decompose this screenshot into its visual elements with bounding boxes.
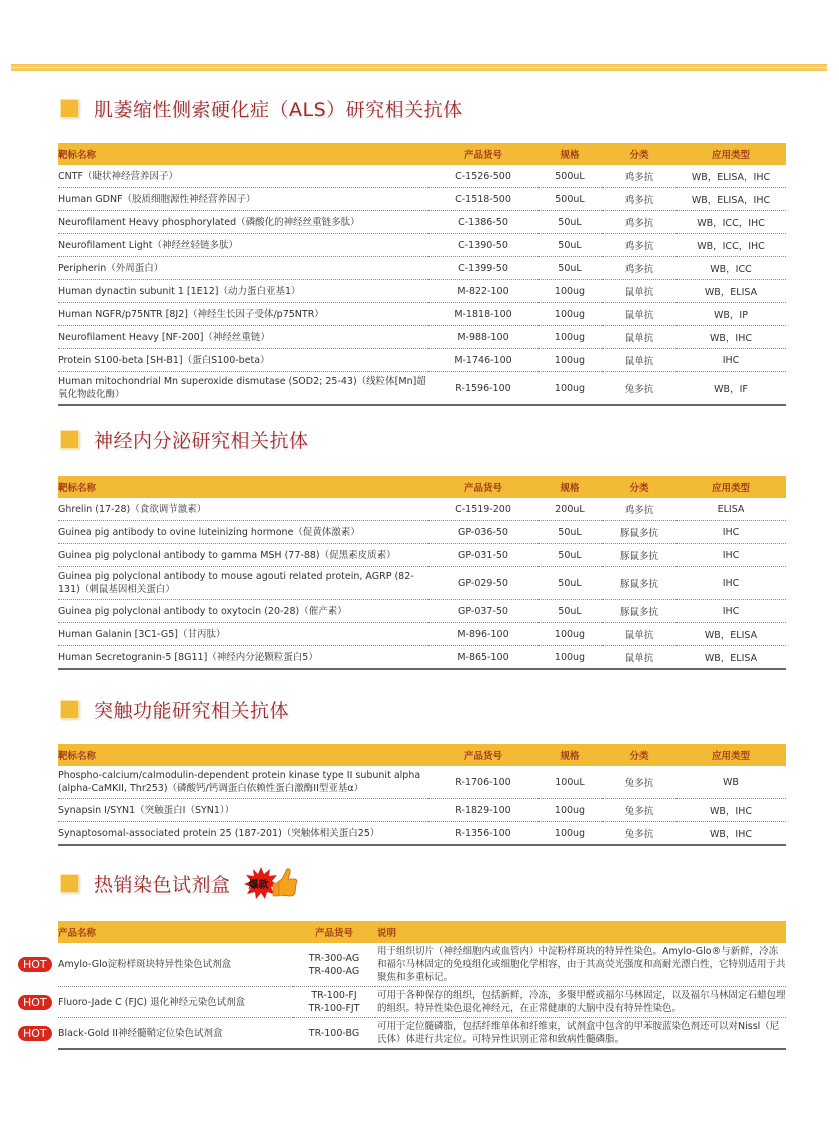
catalog-number-cell: R-1596-100 bbox=[428, 372, 538, 406]
target-name-cell: Ghrelin (17-28)（食欲调节激素） bbox=[58, 498, 428, 521]
synapse-antibody-table bbox=[58, 744, 786, 846]
application-cell: WB，IHC bbox=[676, 799, 786, 822]
target-name-cell: Neurofilament Light（神经丝轻链多肽） bbox=[58, 234, 428, 257]
application-cell: IHC bbox=[676, 349, 786, 372]
table-row bbox=[58, 211, 786, 234]
size-cell: 50uL bbox=[538, 521, 602, 544]
target-name-cell: Neurofilament Heavy phosphorylated（磷酸化的神经丝重链多肽） bbox=[58, 211, 428, 234]
catalog-number-cell: R-1356-100 bbox=[428, 822, 538, 846]
table-row bbox=[58, 303, 786, 326]
kit-code-cell: TR-100-BG bbox=[293, 1018, 375, 1050]
size-cell: 100ug bbox=[538, 646, 602, 670]
category-cell: 兔多抗 bbox=[602, 372, 676, 406]
category-cell: 鼠单抗 bbox=[602, 349, 676, 372]
size-cell: 100ug bbox=[538, 349, 602, 372]
section-als-title: 肌萎缩性侧索硬化症（ALS）研究相关抗体 bbox=[60, 93, 463, 123]
neuroendocrine-antibody-table bbox=[58, 476, 786, 670]
table-row bbox=[58, 188, 786, 211]
category-cell: 鸡多抗 bbox=[602, 188, 676, 211]
square-bullet-icon bbox=[60, 874, 79, 893]
catalog-number-cell: C-1526-500 bbox=[428, 165, 538, 188]
category-cell: 豚鼠多抗 bbox=[602, 600, 676, 623]
catalog-number-cell: C-1518-500 bbox=[428, 188, 538, 211]
table-row bbox=[58, 822, 786, 846]
size-cell: 100ug bbox=[538, 326, 602, 349]
catalog-number-cell: R-1706-100 bbox=[428, 766, 538, 799]
catalog-number-cell: R-1829-100 bbox=[428, 799, 538, 822]
catalog-number-cell: M-988-100 bbox=[428, 326, 538, 349]
table-header: 产品名称 产品货号 说明 bbox=[58, 921, 786, 943]
table-row bbox=[58, 349, 786, 372]
catalog-number-cell: C-1399-50 bbox=[428, 257, 538, 280]
catalog-number-cell: M-896-100 bbox=[428, 623, 538, 646]
category-cell: 鸡多抗 bbox=[602, 211, 676, 234]
square-bullet-icon bbox=[60, 430, 79, 449]
target-name-cell: Human GDNF（胶质细胞源性神经营养因子） bbox=[58, 188, 428, 211]
application-cell: WB，ICC bbox=[676, 257, 786, 280]
size-cell: 50uL bbox=[538, 600, 602, 623]
table-header: 靶标名称 产品货号 规格 分类 应用类型 bbox=[58, 744, 786, 766]
table-row bbox=[58, 165, 786, 188]
target-name-cell: Human Secretogranin-5 [8G11]（神经内分泌颗粒蛋白5） bbox=[58, 646, 428, 670]
target-name-cell: Human mitochondrial Mn superoxide dismutase (SOD2; 25-43)（线粒体[Mn]超氧化物歧化酶） bbox=[58, 372, 428, 406]
application-cell: IHC bbox=[676, 544, 786, 567]
application-cell: WB，ELISA bbox=[676, 280, 786, 303]
table-row bbox=[58, 943, 786, 987]
hot-badge: HOT bbox=[18, 957, 52, 972]
application-cell: IHC bbox=[676, 521, 786, 544]
hot-badge: HOT bbox=[18, 1026, 52, 1041]
catalog-number-cell: C-1390-50 bbox=[428, 234, 538, 257]
size-cell: 50uL bbox=[538, 567, 602, 600]
square-bullet-icon bbox=[60, 700, 79, 719]
size-cell: 50uL bbox=[538, 211, 602, 234]
target-name-cell: Guinea pig antibody to ovine luteinizing hormone（促黄体激素） bbox=[58, 521, 428, 544]
target-name-cell: Protein S100-beta [SH-B1]（蛋白S100-beta） bbox=[58, 349, 428, 372]
bestseller-badge-icon: 爆款 bbox=[243, 865, 299, 901]
top-divider-bar bbox=[11, 64, 827, 71]
target-name-cell: Synapsin I/SYN1（突触蛋白I（SYN1）） bbox=[58, 799, 428, 822]
category-cell: 鼠单抗 bbox=[602, 303, 676, 326]
size-cell: 50uL bbox=[538, 544, 602, 567]
size-cell: 500uL bbox=[538, 188, 602, 211]
application-cell: IHC bbox=[676, 567, 786, 600]
table-row bbox=[58, 1018, 786, 1050]
application-cell: WB，IHC bbox=[676, 326, 786, 349]
catalog-number-cell: C-1519-200 bbox=[428, 498, 538, 521]
target-name-cell: Guinea pig polyclonal antibody to oxytocin (20-28)（催产素） bbox=[58, 600, 428, 623]
catalog-number-cell: M-1818-100 bbox=[428, 303, 538, 326]
target-name-cell: Human NGFR/p75NTR [8J2]（神经生长因子受体/p75NTR） bbox=[58, 303, 428, 326]
size-cell: 100ug bbox=[538, 280, 602, 303]
size-cell: 100ug bbox=[538, 822, 602, 846]
application-cell: WB，ICC，IHC bbox=[676, 211, 786, 234]
application-cell: WB bbox=[676, 766, 786, 799]
target-name-cell: CNTF（睫状神经营养因子） bbox=[58, 165, 428, 188]
table-row bbox=[58, 326, 786, 349]
application-cell: WB，IHC bbox=[676, 822, 786, 846]
square-bullet-icon bbox=[60, 99, 79, 118]
table-row bbox=[58, 799, 786, 822]
application-cell: IHC bbox=[676, 600, 786, 623]
table-row bbox=[58, 766, 786, 799]
catalog-number-cell: M-1746-100 bbox=[428, 349, 538, 372]
target-name-cell: Human Galanin [3C1-G5]（甘丙肽） bbox=[58, 623, 428, 646]
section-synapse-title: 突触功能研究相关抗体 bbox=[60, 694, 289, 724]
size-cell: 50uL bbox=[538, 234, 602, 257]
table-row bbox=[58, 987, 786, 1018]
application-cell: WB，IF bbox=[676, 372, 786, 406]
staining-kit-table bbox=[23, 921, 786, 1050]
catalog-number-cell: GP-036-50 bbox=[428, 521, 538, 544]
table-row bbox=[58, 498, 786, 521]
table-row bbox=[58, 544, 786, 567]
category-cell: 鼠单抗 bbox=[602, 623, 676, 646]
target-name-cell: Human dynactin subunit 1 [1E12]（动力蛋白亚基1） bbox=[58, 280, 428, 303]
table-row bbox=[58, 234, 786, 257]
category-cell: 鸡多抗 bbox=[602, 257, 676, 280]
category-cell: 豚鼠多抗 bbox=[602, 567, 676, 600]
category-cell: 鸡多抗 bbox=[602, 498, 676, 521]
application-cell: WB，ELISA，IHC bbox=[676, 188, 786, 211]
table-row bbox=[58, 257, 786, 280]
category-cell: 鸡多抗 bbox=[602, 234, 676, 257]
table-row bbox=[58, 372, 786, 406]
section-neuroendocrine-title: 神经内分泌研究相关抗体 bbox=[60, 424, 309, 454]
table-row bbox=[58, 521, 786, 544]
catalog-number-cell: GP-037-50 bbox=[428, 600, 538, 623]
table-row bbox=[58, 567, 786, 600]
category-cell: 兔多抗 bbox=[602, 799, 676, 822]
kit-description-cell: 可用于各种保存的组织，包括新鲜，冷冻，多聚甲醛或福尔马林固定，以及福尔马林固定石蜡包埋的组织。特异性染色退化神经元，在正常健康的大脑中没有特异性染色。 bbox=[375, 987, 786, 1018]
kit-name-cell: HOT Amylo-Glo淀粉样斑块特异性染色试剂盒 bbox=[58, 943, 293, 987]
kit-code-cell: TR-300-AG TR-400-AG bbox=[293, 943, 375, 987]
size-cell: 500uL bbox=[538, 165, 602, 188]
table-header: 靶标名称 产品货号 规格 分类 应用类型 bbox=[58, 476, 786, 498]
target-name-cell: Synaptosomal-associated protein 25 (187-201)（突触体相关蛋白25） bbox=[58, 822, 428, 846]
target-name-cell: Phospho-calcium/calmodulin-dependent protein kinase type II subunit alpha (alpha-CaMKII, Thr253)（磷酸钙/钙调蛋白依赖性蛋白激酶II型亚基α） bbox=[58, 766, 428, 799]
hot-badge: HOT bbox=[18, 995, 52, 1010]
size-cell: 50uL bbox=[538, 257, 602, 280]
application-cell: WB，ICC，IHC bbox=[676, 234, 786, 257]
target-name-cell: Neurofilament Heavy [NF-200]（神经丝重链） bbox=[58, 326, 428, 349]
kit-name-cell: HOT Black-Gold II神经髓鞘定位染色试剂盒 bbox=[58, 1018, 293, 1050]
table-row bbox=[58, 280, 786, 303]
application-cell: WB，ELISA bbox=[676, 646, 786, 670]
category-cell: 鼠单抗 bbox=[602, 280, 676, 303]
application-cell: WB，IP bbox=[676, 303, 786, 326]
size-cell: 200uL bbox=[538, 498, 602, 521]
application-cell: WB，ELISA，IHC bbox=[676, 165, 786, 188]
size-cell: 100ug bbox=[538, 303, 602, 326]
kit-name-cell: HOT Fluoro-Jade C (FJC) 退化神经元染色试剂盒 bbox=[58, 987, 293, 1018]
catalog-number-cell: M-865-100 bbox=[428, 646, 538, 670]
kit-description-cell: 可用于定位髓磷脂，包括纤维单体和纤维束，试剂盒中包含的甲苯胺蓝染色剂还可以对Nissl（尼氏体）体进行共定位。可特异性识别正常和致病性髓磷脂。 bbox=[375, 1018, 786, 1050]
table-row bbox=[58, 623, 786, 646]
target-name-cell: Peripherin（外周蛋白） bbox=[58, 257, 428, 280]
catalog-number-cell: GP-031-50 bbox=[428, 544, 538, 567]
catalog-number-cell: C-1386-50 bbox=[428, 211, 538, 234]
category-cell: 兔多抗 bbox=[602, 766, 676, 799]
target-name-cell: Guinea pig polyclonal antibody to mouse agouti related protein, AGRP (82-131)（刺鼠基因相关蛋白） bbox=[58, 567, 428, 600]
table-row bbox=[58, 600, 786, 623]
category-cell: 兔多抗 bbox=[602, 822, 676, 846]
size-cell: 100uL bbox=[538, 766, 602, 799]
category-cell: 鼠单抗 bbox=[602, 326, 676, 349]
category-cell: 豚鼠多抗 bbox=[602, 544, 676, 567]
catalog-number-cell: M-822-100 bbox=[428, 280, 538, 303]
application-cell: WB，ELISA bbox=[676, 623, 786, 646]
category-cell: 鼠单抗 bbox=[602, 646, 676, 670]
target-name-cell: Guinea pig polyclonal antibody to gamma MSH (77-88)（促黑素皮质素） bbox=[58, 544, 428, 567]
als-antibody-table bbox=[58, 143, 786, 406]
size-cell: 100ug bbox=[538, 372, 602, 406]
catalog-number-cell: GP-029-50 bbox=[428, 567, 538, 600]
size-cell: 100ug bbox=[538, 799, 602, 822]
table-header: 靶标名称 产品货号 规格 分类 应用类型 bbox=[58, 143, 786, 165]
application-cell: ELISA bbox=[676, 498, 786, 521]
kit-code-cell: TR-100-FJ TR-100-FJT bbox=[293, 987, 375, 1018]
table-row bbox=[58, 646, 786, 670]
size-cell: 100ug bbox=[538, 623, 602, 646]
section-kits-title: 热销染色试剂盒 爆款 bbox=[60, 868, 299, 898]
category-cell: 鸡多抗 bbox=[602, 165, 676, 188]
kit-description-cell: 用于组织切片（神经细胞内或血管内）中淀粉样斑块的特异性染色。Amylo-Glo®与新鲜，冷冻和福尔马林固定的免疫组化或细胞化学相容，由于其高荧光强度和高耐光漂白性，它特别适用于共聚焦和多重标记。 bbox=[375, 943, 786, 987]
category-cell: 豚鼠多抗 bbox=[602, 521, 676, 544]
